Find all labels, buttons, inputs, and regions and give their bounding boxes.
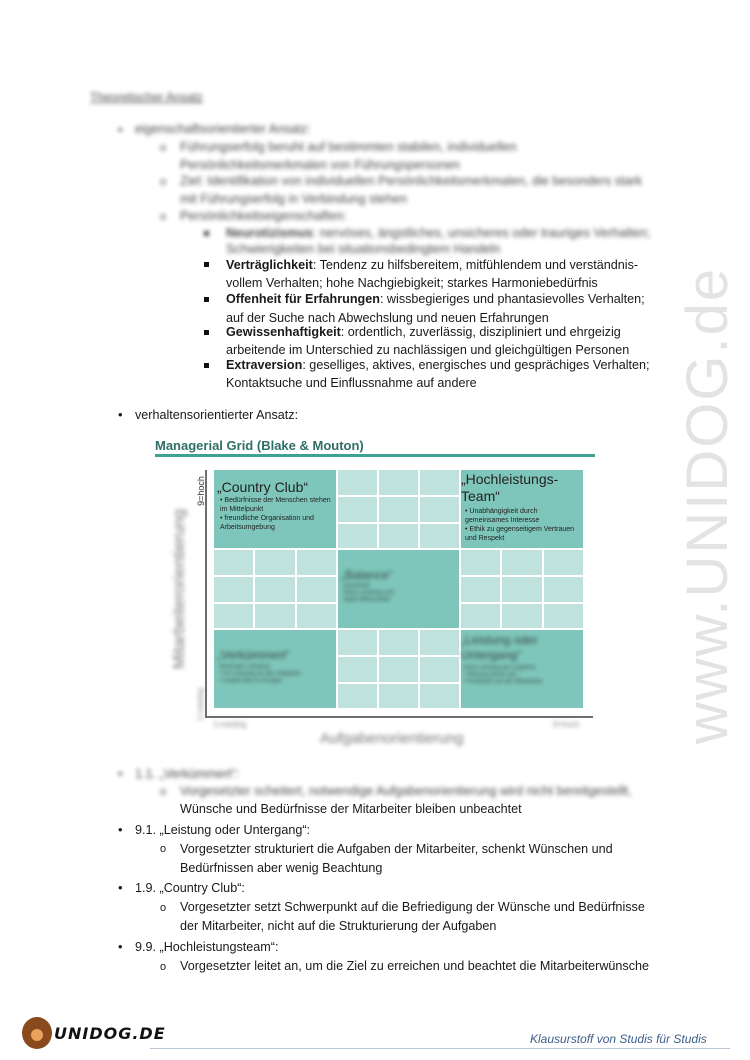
circle-bullet: o	[160, 786, 167, 798]
grid-cell	[543, 576, 584, 603]
list-label: 1.1. „Verkümmert“:	[135, 767, 240, 781]
grid-cell	[296, 576, 337, 603]
y-axis-high: 9=hoch	[195, 476, 206, 506]
grid-cell	[213, 549, 254, 576]
square-bullet	[204, 262, 209, 267]
grid-cell	[543, 549, 584, 576]
dog-logo-icon	[22, 1017, 52, 1049]
list-label: 9.9. „Hochleistungsteam“:	[135, 940, 279, 954]
grid-cell	[337, 523, 378, 549]
trait-line: Kontaktsuche und Einflussnahme auf andere	[226, 376, 477, 390]
bullet-eigenschaft: eigenschaftsorientierter Ansatz:	[135, 122, 311, 136]
list-line: Vorgesetzter leitet an, um die Ziel zu erreichen und beachtet die Mitarbeiterwünsche	[180, 959, 650, 973]
grid-cell	[337, 656, 378, 683]
grid-cell	[337, 683, 378, 709]
leistung-points: Nicht Leistung als Ergebnis • Wirkung durch aus • Feedback auf die Mitarbeiter	[463, 665, 543, 685]
square-bullet	[204, 330, 209, 335]
circle-bullet: o	[160, 211, 167, 223]
grid-cell	[419, 469, 460, 496]
label-hochleistung: „Hochleistungs- Team“	[461, 471, 559, 504]
grid-cell	[378, 683, 419, 709]
square-bullet	[204, 231, 209, 236]
list-line: Vorgesetzter setzt Schwerpunkt auf die Befriedigung der Wünsche und Bedürfnisse	[180, 900, 645, 914]
bullet-verhalten: verhaltensorientierter Ansatz:	[135, 408, 299, 422]
country-club-points: • Bedürfnisse der Menschen stehen im Mittelpunkt • freundliche Organisation und Arbeitsumgebung	[220, 497, 331, 531]
label-balance: „Balance“	[341, 568, 393, 582]
footer-rule	[150, 1048, 730, 1049]
sub-line: Führungserfolg beruht auf bestimmten stabilen, individuellen	[180, 140, 517, 154]
circle-bullet: o	[160, 902, 167, 914]
grid-cell	[501, 603, 543, 629]
x-axis-label: Aufgabenorientierung	[320, 730, 464, 747]
circle-bullet: o	[160, 176, 167, 188]
x-axis-high: 9=hoch	[553, 720, 580, 729]
grid-cell	[419, 656, 460, 683]
footer-tagline: Klausurstoff von Studis für Studis	[530, 1032, 707, 1046]
bullet-dot: •	[118, 939, 123, 954]
grid-cell	[460, 549, 501, 576]
sub-line: mit Führungserfolg in Verbindung stehen	[180, 192, 407, 206]
sub-line: Ziel: Identifikation von individuellen Persönlichkeitsmerkmalen, die besonders stark	[180, 174, 643, 188]
square-bullet	[204, 297, 209, 302]
bullet-dot: •	[118, 822, 123, 837]
grid-cell	[419, 496, 460, 523]
grid-cell	[296, 603, 337, 629]
grid-cell	[378, 469, 419, 496]
list-line: Vorgesetzter scheitert, notwendige Aufgabenorientierung wird nicht bereitgestellt,	[180, 784, 632, 798]
footer-logo[interactable]	[22, 1017, 166, 1049]
bullet-dot: •	[118, 407, 123, 422]
trait-line: Offenheit für Erfahrungen: wissbegieriges und phantasievolles Verhalten;	[226, 292, 645, 306]
grid-cell	[460, 576, 501, 603]
list-label: 9.1. „Leistung oder Untergang“:	[135, 823, 311, 837]
square-bullet	[204, 363, 209, 368]
circle-bullet: o	[160, 961, 167, 973]
list-line: Wünsche und Bedürfnisse der Mitarbeiter bleiben unbeachtet	[180, 802, 522, 816]
trait-line: Gewissenhaftigkeit: ordentlich, zuverlässig, diszipliniert und ehrgeizig	[226, 325, 621, 339]
grid-cell	[419, 629, 460, 656]
logo-text: UNIDOG.DE	[54, 1023, 166, 1043]
list-line: der Mitarbeiter, nicht auf die Strukturierung der Aufgaben	[180, 919, 497, 933]
x-axis	[205, 716, 593, 718]
bullet-dot: •	[118, 880, 123, 895]
grid-cell	[337, 469, 378, 496]
grid-cell	[254, 549, 296, 576]
list-line: Vorgesetzter strukturiert die Aufgaben der Mitarbeiter, schenkt Wünschen und	[180, 842, 613, 856]
grid-cell	[419, 683, 460, 709]
grid-cell	[213, 603, 254, 629]
grid-cell	[378, 656, 419, 683]
circle-bullet: o	[160, 142, 167, 154]
grid-cell	[254, 603, 296, 629]
grid-cell	[337, 496, 378, 523]
hochleistung-points: • Unabhängigkeit durch gemeinsames Interesse • Ethik zu gegenseitigem Vertrauen und Respekt	[465, 508, 575, 542]
trait-line: auf der Suche nach Abwechslung und neuen Erfahrungen	[226, 311, 549, 325]
label-country-club: „Country Club“	[217, 479, 309, 495]
bullet-dot: •	[118, 122, 123, 137]
trait-line: arbeitende im Unterschied zu nachlässigen und gleichgültigen Personen	[226, 343, 630, 357]
section-heading: Theoretischer Ansatz	[90, 90, 203, 104]
grid-cell	[296, 549, 337, 576]
grid-cell	[543, 603, 584, 629]
trait-line: Schwierigkeiten bei situationsbedingtem Handeln	[226, 242, 501, 256]
watermark: www.UNIDOG.de	[675, 266, 741, 744]
sub-line: Persönlichkeitseigenschaften:	[180, 209, 347, 223]
trait-line: Verträglichkeit: Tendenz zu hilfsbereitem, mitfühlendem und verständnis-	[226, 258, 639, 272]
grid-cell	[460, 603, 501, 629]
trait-line: Neurotizismus: nervöses, ängstliches, unsicheres oder trauriges Verhalten;	[226, 226, 651, 240]
grid-cell	[378, 629, 419, 656]
grid-cell	[378, 523, 419, 549]
sub-line: Persönlichkeitsmerkmalen von Führungspersonen	[180, 158, 461, 172]
grid-cell	[254, 576, 296, 603]
managerial-grid	[213, 469, 584, 709]
grid-cell	[337, 629, 378, 656]
grid-cell	[501, 576, 543, 603]
verkuemmert-points: Minimaler Aufwand • um Leistung an der Aufgaben • Leadership ist Gruppe	[219, 664, 302, 684]
y-axis-low: 1=niedrig	[196, 687, 206, 722]
list-line: Bedürfnissen aber wenig Beachtung	[180, 861, 383, 875]
circle-bullet: o	[160, 843, 167, 855]
label-verkuemmert: „Verkümmert“	[217, 648, 290, 662]
balance-points: Gleichheit Team Leistung und Spaß-Miteinander	[343, 583, 394, 603]
trait-line: Extraversion: geselliges, aktives, energisches und gesprächiges Verhalten;	[226, 358, 650, 372]
y-axis	[205, 470, 207, 718]
y-axis-label: Mitarbeiterorientierung	[171, 508, 188, 670]
grid-cell	[501, 549, 543, 576]
label-leistung: „Leistung oder Untergang“	[461, 633, 538, 662]
grid-title-rule	[155, 454, 595, 457]
trait-line: vollem Verhalten; hohe Nachgiebigkeit; starkes Harmoniebedürfnis	[226, 276, 598, 290]
grid-cell	[378, 496, 419, 523]
x-axis-low: 1=niedrig	[213, 720, 247, 729]
grid-cell	[213, 576, 254, 603]
grid-cell	[419, 523, 460, 549]
bullet-dot: •	[118, 766, 123, 781]
grid-title: Managerial Grid (Blake & Mouton)	[155, 438, 364, 453]
list-label: 1.9. „Country Club“:	[135, 881, 245, 895]
